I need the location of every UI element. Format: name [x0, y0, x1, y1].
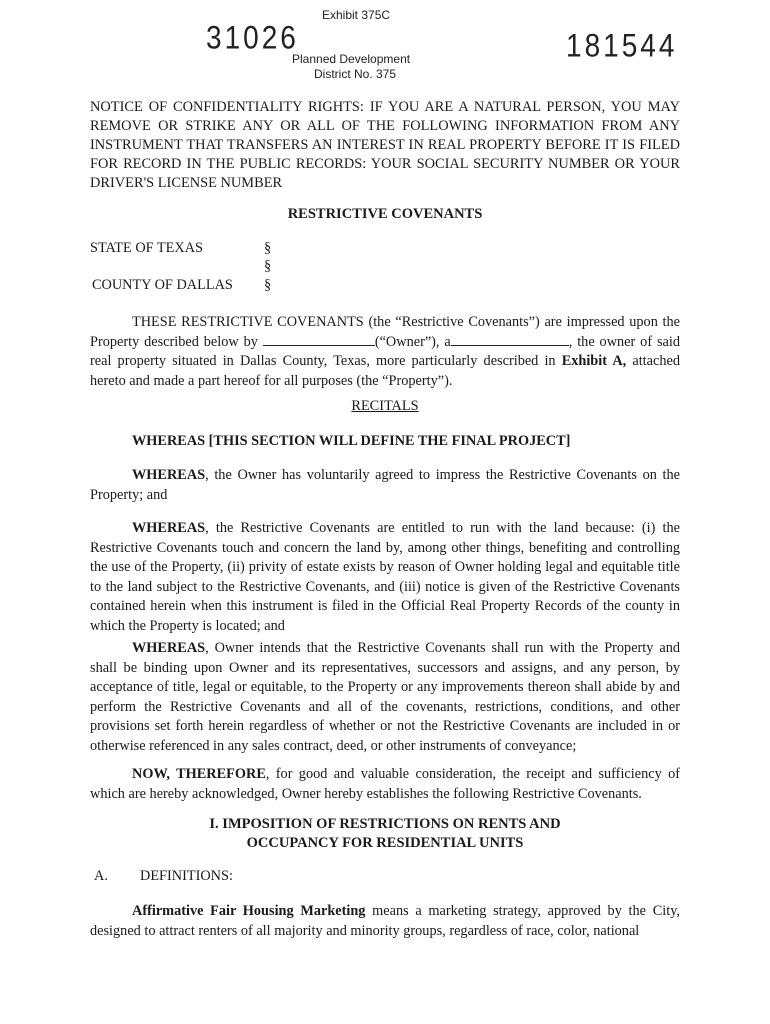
recitals-heading: RECITALS — [351, 398, 419, 414]
caption-state: STATE OF TEXAS — [90, 240, 203, 256]
whereas-project: WHEREAS [THIS SECTION WILL DEFINE THE FINAL PROJECT] — [132, 433, 571, 449]
section-mark-3: § — [264, 277, 272, 293]
whereas-paragraph-2: WHEREAS, the Restrictive Covenants are entitled to run with the land because: (i) the Restrictive Covenants touch and concern the land by, among other things, benefiting and controlling the use of the Property, (ii) privity of estate exists by reason of Owner holding legal and equitable title to the land subject to the Restrictive Covenants, and (iii) notice is given of the Restrictive Covenants contained herein when this instrument is filed in the Official Real Property Records of the county in which the Property is located; and — [90, 520, 680, 634]
confidentiality-notice: NOTICE OF CONFIDENTIALITY RIGHTS: IF YOU ARE A NATURAL PERSON, YOU MAY REMOVE OR STRIKE ANY OR ALL OF THE FOLLOWING INFORMATION FROM ANY INSTRUMENT THAT TRANSFERS AN INTEREST IN REAL PROPERTY BEFORE IT IS FILED FOR RECORD IN THE PUBLIC RECORDS: YOUR SOCIAL SECURITY NUMBER OR YOUR DRIVER'S LICENSE NUMBER — [90, 99, 680, 191]
whereas-paragraph-3: WHEREAS, Owner intends that the Restrictive Covenants shall run with the Property and shall be binding upon Owner and its representatives, successors and assigns, and any person, by acceptance of title, legal or equitable, to the Property or any improvements thereon shall abide by and perform the Restrictive Covenants and all of the covenants, restrictions, conditions, and other provisions set forth herein regardless of whether or not the Restrictive Covenants are included in or otherwise referenced in any sales contract, deed, or other instruments of conveyance; — [90, 640, 680, 754]
now-therefore-paragraph: NOW, THEREFORE, for good and valuable consideration, the receipt and sufficiency of which are hereby acknowledged, Owner hereby establishes the following Restrictive Covenants. — [90, 766, 680, 802]
section-mark-2: § — [264, 258, 272, 274]
exhibit-a-reference: Exhibit A, — [561, 353, 627, 369]
stamp-number-left: 31026 — [206, 19, 299, 56]
section-heading — [0, 815, 770, 853]
owner-name-blank[interactable] — [263, 333, 375, 346]
district-line-2: District No. 375 — [314, 67, 397, 81]
exhibit-label: Exhibit 375C — [322, 8, 391, 22]
section-mark-1: § — [264, 240, 272, 256]
document-title: RESTRICTIVE COVENANTS — [287, 206, 483, 222]
section-heading-line-1: I. IMPOSITION OF RESTRICTIONS ON RENTS AND — [209, 816, 561, 832]
district-line-1: Planned Development — [292, 52, 411, 66]
afhm-definition: Affirmative Fair Housing Marketing means a marketing strategy, approved by the City, designed to attract renters of all majority and minority groups, regardless of race, color, national — [90, 903, 680, 939]
intro-paragraph: THESE RESTRICTIVE COVENANTS (the “Restrictive Covenants”) are impressed upon the Property described below by (“Owner”), a , the owner of said real property situated in Dallas County, Texas, more particularly described in Exhibit A, attached hereto and made a part hereof for all purposes (the “Property”). — [90, 314, 680, 389]
caption-county: COUNTY OF DALLAS — [92, 277, 233, 293]
definitions-letter: A. — [94, 868, 108, 884]
whereas-paragraph-1: WHEREAS, the Owner has voluntarily agreed to impress the Restrictive Covenants on the Property; and — [90, 467, 680, 503]
stamp-number-right: 181544 — [566, 27, 678, 64]
owner-entity-blank[interactable] — [451, 333, 569, 346]
definitions-label: DEFINITIONS: — [140, 868, 233, 884]
section-heading-line-2: OCCUPANCY FOR RESIDENTIAL UNITS — [246, 835, 524, 851]
